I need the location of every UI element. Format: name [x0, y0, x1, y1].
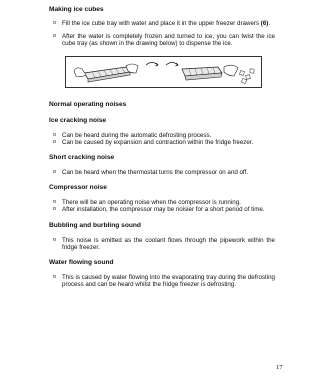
- section-heading: Ice cracking noise: [49, 116, 107, 124]
- section-water-flowing-sound: [49, 259, 275, 288]
- list-item: [49, 20, 275, 27]
- list-item: o This is caused by water flowing into the evaporating tray during the defrosting process and can be heard whilst the fridge freezer is defrosting.: [49, 274, 275, 288]
- section-heading: Making ice cubes: [49, 6, 104, 13]
- section-bubbling-burbling-sound: [49, 222, 275, 251]
- bullet-list: [49, 199, 275, 213]
- list-item: [49, 33, 275, 47]
- bullet-list: [49, 169, 275, 176]
- section-compressor-noise: [49, 184, 275, 213]
- drawer-reference: (6): [260, 20, 269, 27]
- section-short-cracking-noise: [49, 154, 275, 176]
- section-heading: Normal operating noises: [49, 100, 127, 108]
- ice-tray-right-icon: [182, 65, 238, 80]
- bullet-list: [49, 20, 275, 48]
- list-item: o There will be an operating noise when the compressor is running.: [49, 199, 275, 206]
- list-item: o Can be heard during the automatic defrosting process.: [49, 132, 275, 139]
- section-heading: Compressor noise: [49, 184, 107, 192]
- bullet-list: [49, 237, 275, 251]
- section-normal-operating-noises: [49, 101, 275, 109]
- list-item: o Can be heard when the thermostat turns the compressor on and off.: [49, 169, 275, 176]
- list-item: o Can be caused by expansion and contraction within the fridge freezer.: [49, 139, 275, 146]
- list-item: o This noise is emitted as the coolant flows through the pipework within the fridge freezer.: [49, 237, 275, 251]
- bullet-list: [49, 132, 275, 146]
- ice-tray-left-icon: [74, 64, 138, 82]
- section-heading: Bubbling and burbling sound: [49, 221, 141, 229]
- twist-arrow-icon: [146, 62, 178, 66]
- ice-cube-icon: [240, 68, 255, 83]
- page-content: [49, 6, 275, 288]
- section-making-ice-cubes: [49, 6, 275, 88]
- section-heading: Short cracking noise: [49, 154, 115, 162]
- item-text: Fill the ice cube tray with water and place it in the upper freezer drawers: [62, 20, 261, 27]
- page-number: 17: [276, 364, 283, 371]
- item-text-end: .: [268, 20, 271, 27]
- item-text: After the water is completely frozen and turned to ice, you can twist the ice cube tray (as shown in the drawing below) to dispense the ice.: [62, 33, 275, 48]
- bullet-list: [49, 274, 275, 288]
- list-item: o After installation, the compressor may be noisier for a short period of time.: [49, 206, 275, 213]
- section-ice-cracking-noise: [49, 117, 275, 146]
- ice-tray-twist-illustration: [65, 56, 262, 88]
- section-heading: Water flowing sound: [49, 259, 114, 267]
